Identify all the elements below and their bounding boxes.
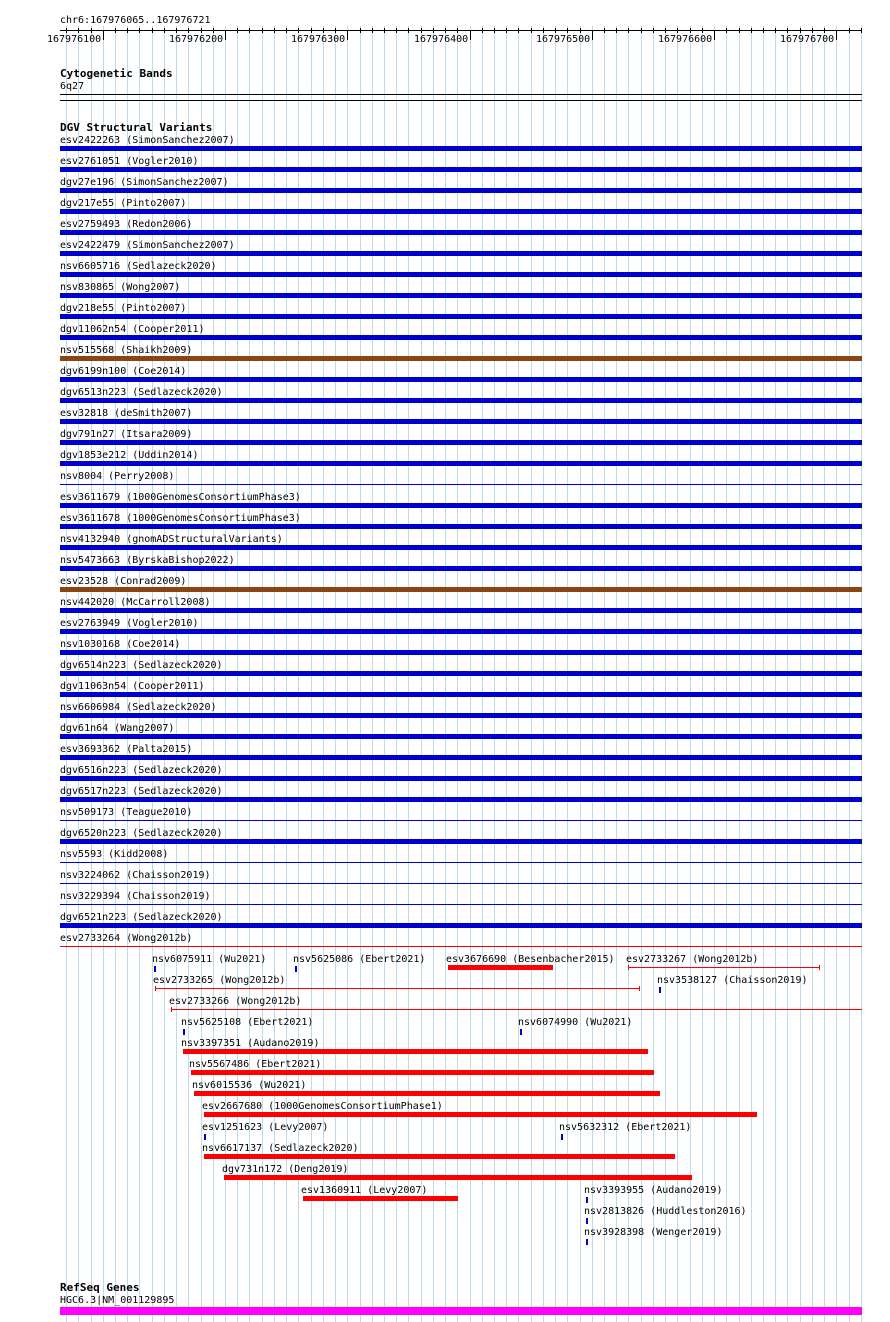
dgv-variant-label: dgv1853e212 (Uddin2014)	[60, 450, 199, 461]
dgv-variant-label: esv2422263 (SimonSanchez2007)	[60, 135, 235, 146]
dgv-variant-line[interactable]	[628, 967, 819, 968]
dgv-variant-bar[interactable]	[60, 524, 862, 529]
dgv-variant-label: esv2667680 (1000GenomesConsortiumPhase1)	[202, 1101, 443, 1112]
dgv-variant-label: esv23528 (Conrad2009)	[60, 576, 187, 587]
dgv-variant-bar[interactable]	[183, 1049, 648, 1054]
dgv-variant-bar[interactable]	[191, 1070, 654, 1075]
dgv-variant-label: dgv11063n54 (Cooper2011)	[60, 681, 205, 692]
dgv-variant-label: esv3693362 (Palta2015)	[60, 744, 193, 755]
dgv-variant-label: esv2422479 (SimonSanchez2007)	[60, 240, 235, 251]
dgv-variant-bar[interactable]	[194, 1091, 660, 1096]
dgv-variant-tick[interactable]	[154, 966, 156, 972]
dgv-variant-label: dgv27e196 (SimonSanchez2007)	[60, 177, 229, 188]
dgv-variant-bar[interactable]	[60, 566, 862, 571]
dgv-variant-label: nsv3229394 (Chaisson2019)	[60, 891, 211, 902]
dgv-variant-bar[interactable]	[204, 1112, 757, 1117]
ruler-tick-label: 167976600	[658, 34, 713, 45]
dgv-variant-tick[interactable]	[520, 1029, 522, 1035]
dgv-variant-label: esv32818 (deSmith2007)	[60, 408, 193, 419]
dgv-variant-bar[interactable]	[303, 1196, 458, 1201]
dgv-variant-bar[interactable]	[60, 820, 862, 821]
dgv-variant-bar[interactable]	[60, 440, 862, 445]
cytoband-track-title: Cytogenetic Bands	[60, 67, 173, 80]
ruler-tick-label: 167976200	[169, 34, 224, 45]
dgv-variant-label: dgv6199n100 (Coe2014)	[60, 366, 187, 377]
dgv-variant-bar[interactable]	[60, 314, 862, 319]
refseq-gene-bar[interactable]	[60, 1307, 862, 1315]
dgv-variant-bar[interactable]	[60, 398, 862, 403]
dgv-variant-tick[interactable]	[586, 1197, 588, 1203]
dgv-variant-label: nsv5593 (Kidd2008)	[60, 849, 169, 860]
dgv-variant-label: dgv6521n223 (Sedlazeck2020)	[60, 912, 223, 923]
dgv-variant-label: esv2733264 (Wong2012b)	[60, 933, 193, 944]
dgv-variant-label: nsv6015536 (Wu2021)	[192, 1080, 307, 1091]
dgv-variant-label: dgv218e55 (Pinto2007)	[60, 303, 187, 314]
dgv-variant-label: dgv11062n54 (Cooper2011)	[60, 324, 205, 335]
dgv-variant-label: esv2763949 (Vogler2010)	[60, 618, 199, 629]
dgv-variant-label: nsv1030168 (Coe2014)	[60, 639, 181, 650]
dgv-variant-bar[interactable]	[60, 734, 862, 739]
dgv-variant-bar[interactable]	[204, 1154, 675, 1159]
dgv-variant-tick[interactable]	[659, 987, 661, 993]
dgv-variant-bar[interactable]	[60, 755, 862, 760]
dgv-variant-bar[interactable]	[60, 272, 862, 277]
dgv-variant-label: nsv5625108 (Ebert2021)	[181, 1017, 314, 1028]
dgv-variant-bar[interactable]	[60, 188, 862, 193]
dgv-variant-label: esv3611678 (1000GenomesConsortiumPhase3)	[60, 513, 301, 524]
dgv-variant-bar[interactable]	[224, 1175, 692, 1180]
dgv-variant-label: dgv6516n223 (Sedlazeck2020)	[60, 765, 223, 776]
dgv-variant-bar[interactable]	[60, 377, 862, 382]
dgv-variant-label: dgv6513n223 (Sedlazeck2020)	[60, 387, 223, 398]
dgv-variant-bar[interactable]	[60, 904, 862, 905]
dgv-variant-label: dgv217e55 (Pinto2007)	[60, 198, 187, 209]
dgv-variant-label: dgv61n64 (Wang2007)	[60, 723, 175, 734]
dgv-variant-label: dgv6520n223 (Sedlazeck2020)	[60, 828, 223, 839]
ruler-range-label: chr6:167976065..167976721	[60, 15, 211, 26]
dgv-variant-line-cap	[819, 965, 820, 970]
dgv-variant-label: nsv6075911 (Wu2021)	[152, 954, 267, 965]
dgv-variant-label: esv2733267 (Wong2012b)	[626, 954, 759, 965]
dgv-variant-bar[interactable]	[60, 461, 862, 466]
dgv-variant-bar[interactable]	[60, 650, 862, 655]
dgv-variant-label: nsv5625086 (Ebert2021)	[293, 954, 426, 965]
dgv-variant-tick[interactable]	[561, 1134, 563, 1140]
dgv-variant-label: nsv5473663 (ByrskaBishop2022)	[60, 555, 235, 566]
dgv-variant-label: esv2761051 (Vogler2010)	[60, 156, 199, 167]
dgv-variant-label: esv1251623 (Levy2007)	[202, 1122, 329, 1133]
dgv-variant-label: dgv791n27 (Itsara2009)	[60, 429, 193, 440]
dgv-variant-label: esv3611679 (1000GenomesConsortiumPhase3)	[60, 492, 301, 503]
dgv-variant-bar[interactable]	[60, 629, 862, 634]
dgv-variant-bar[interactable]	[60, 923, 862, 928]
dgv-variant-bar[interactable]	[60, 356, 862, 361]
track-separator	[60, 100, 862, 101]
dgv-variant-tick[interactable]	[586, 1218, 588, 1224]
dgv-variant-bar[interactable]	[60, 713, 862, 718]
dgv-variant-bar[interactable]	[60, 484, 862, 485]
dgv-variant-label: esv1360911 (Levy2007)	[301, 1185, 428, 1196]
dgv-variant-label: nsv5632312 (Ebert2021)	[559, 1122, 692, 1133]
dgv-variant-label: dgv6517n223 (Sedlazeck2020)	[60, 786, 223, 797]
dgv-variant-label: nsv6606984 (Sedlazeck2020)	[60, 702, 217, 713]
dgv-variant-label: nsv515568 (Shaikh2009)	[60, 345, 193, 356]
dgv-variant-bar[interactable]	[448, 965, 553, 970]
dgv-variant-bar[interactable]	[60, 608, 862, 613]
dgv-variant-label: nsv509173 (Teague2010)	[60, 807, 193, 818]
dgv-variant-bar[interactable]	[60, 946, 862, 947]
refseq-track-title: RefSeq Genes	[60, 1281, 140, 1294]
dgv-variant-label: esv2759493 (Redon2006)	[60, 219, 193, 230]
dgv-variant-label: nsv3538127 (Chaisson2019)	[657, 975, 808, 986]
dgv-variant-label: nsv6617137 (Sedlazeck2020)	[202, 1143, 359, 1154]
dgv-variant-tick[interactable]	[295, 966, 297, 972]
dgv-variant-label: nsv3393955 (Audano2019)	[584, 1185, 723, 1196]
dgv-variant-bar[interactable]	[60, 230, 862, 235]
dgv-variant-line-cap	[639, 986, 640, 991]
dgv-variant-label: esv3676690 (Besenbacher2015)	[446, 954, 615, 965]
dgv-variant-label: nsv3928398 (Wenger2019)	[584, 1227, 723, 1238]
dgv-variant-line-cap	[171, 1007, 172, 1012]
dgv-variant-label: nsv442020 (McCarroll2008)	[60, 597, 211, 608]
ruler-tick-label: 167976100	[47, 34, 102, 45]
dgv-variant-label: dgv731n172 (Deng2019)	[222, 1164, 349, 1175]
dgv-variant-bar[interactable]	[60, 419, 862, 424]
dgv-variant-bar[interactable]	[60, 797, 862, 802]
refseq-gene-label: HGC6.3|NM_001129895	[60, 1295, 175, 1306]
dgv-variant-line[interactable]	[171, 1009, 862, 1010]
dgv-variant-label: dgv6514n223 (Sedlazeck2020)	[60, 660, 223, 671]
ruler-tick-label: 167976400	[414, 34, 469, 45]
dgv-variant-bar[interactable]	[60, 209, 862, 214]
dgv-variant-label: nsv8004 (Perry2008)	[60, 471, 175, 482]
dgv-variant-bar[interactable]	[60, 251, 862, 256]
cytoband-line	[60, 94, 862, 95]
dgv-variant-label: nsv5567486 (Ebert2021)	[189, 1059, 322, 1070]
dgv-variant-bar[interactable]	[60, 839, 862, 844]
dgv-variant-bar[interactable]	[60, 335, 862, 340]
dgv-variant-label: nsv830865 (Wong2007)	[60, 282, 181, 293]
dgv-variant-line-cap	[628, 965, 629, 970]
dgv-variant-bar[interactable]	[60, 503, 862, 508]
dgv-variant-bar[interactable]	[60, 545, 862, 550]
ruler-tick-label: 167976500	[536, 34, 591, 45]
dgv-variant-bar[interactable]	[60, 167, 862, 172]
dgv-variant-label: nsv6605716 (Sedlazeck2020)	[60, 261, 217, 272]
cytoband-label: 6q27	[60, 81, 85, 92]
dgv-variant-bar[interactable]	[60, 883, 862, 884]
dgv-variant-line[interactable]	[155, 988, 639, 989]
ruler-tick-label: 167976700	[780, 34, 835, 45]
dgv-variant-bar[interactable]	[60, 776, 862, 781]
ruler-tick-label: 167976300	[291, 34, 346, 45]
dgv-variant-label: nsv2813826 (Huddleston2016)	[584, 1206, 747, 1217]
dgv-variant-label: esv2733265 (Wong2012b)	[153, 975, 286, 986]
dgv-variant-label: nsv4132940 (gnomADStructuralVariants)	[60, 534, 283, 545]
dgv-variant-label: nsv6074990 (Wu2021)	[518, 1017, 633, 1028]
dgv-variant-line-cap	[155, 986, 156, 991]
dgv-variant-bar[interactable]	[60, 146, 862, 151]
dgv-variant-bar[interactable]	[60, 587, 862, 592]
dgv-variant-label: nsv3397351 (Audano2019)	[181, 1038, 320, 1049]
dgv-variant-tick[interactable]	[204, 1134, 206, 1140]
dgv-variant-tick[interactable]	[183, 1029, 185, 1035]
dgv-variant-label: esv2733266 (Wong2012b)	[169, 996, 302, 1007]
dgv-track-title: DGV Structural Variants	[60, 121, 213, 134]
dgv-variant-bar[interactable]	[60, 293, 862, 298]
dgv-variant-bar[interactable]	[60, 671, 862, 676]
dgv-variant-label: nsv3224062 (Chaisson2019)	[60, 870, 211, 881]
dgv-variant-tick[interactable]	[586, 1239, 588, 1245]
dgv-variant-bar[interactable]	[60, 862, 862, 863]
dgv-variant-bar[interactable]	[60, 692, 862, 697]
